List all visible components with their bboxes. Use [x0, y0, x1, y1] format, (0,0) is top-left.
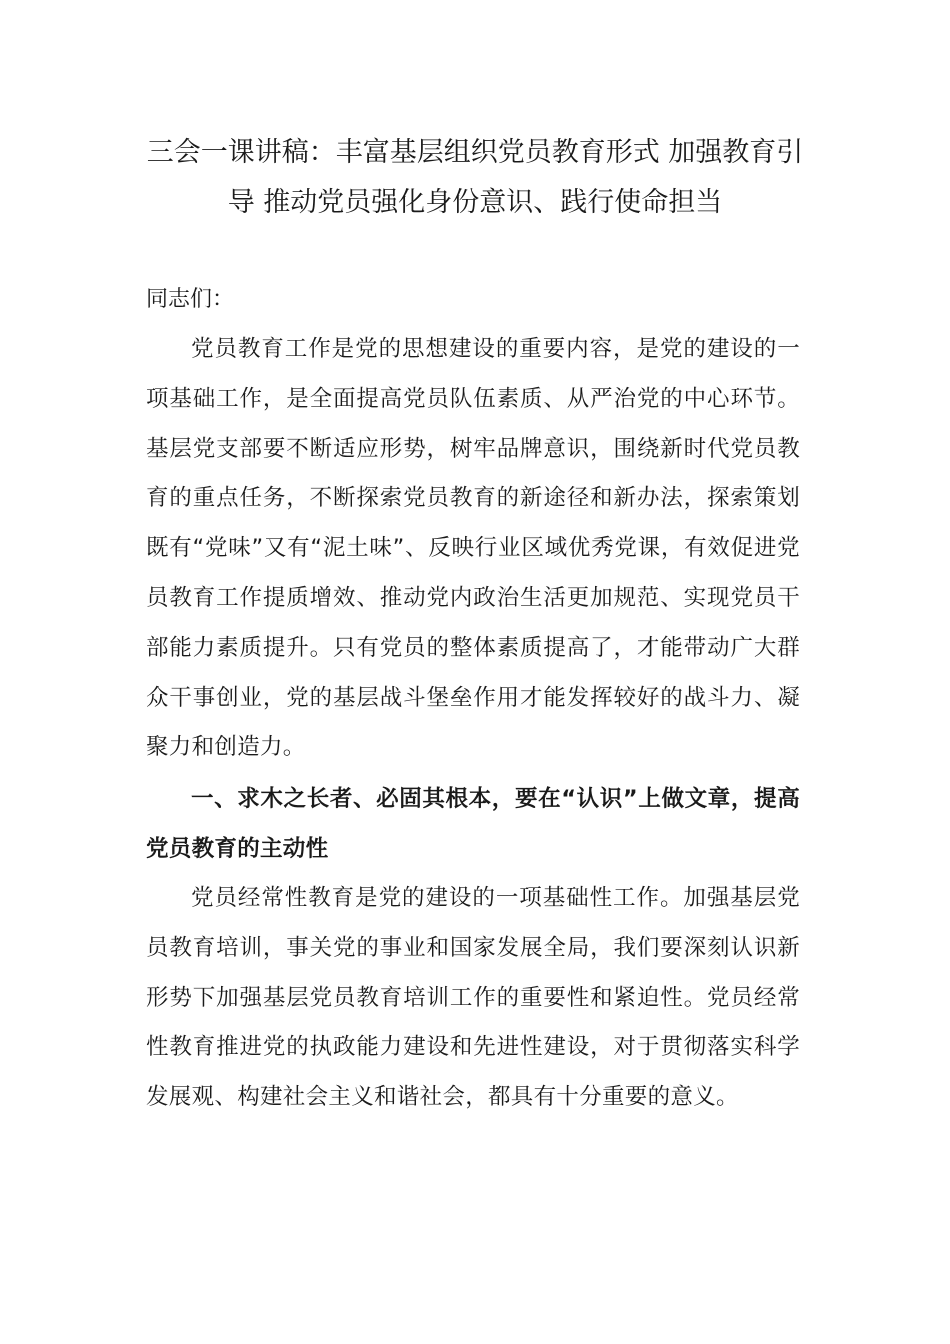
body-paragraph: 党员经常性教育是党的建设的一项基础性工作。加强基层党员教育培训，事关党的事业和国家发展全局，我们要深刻认识新形势下加强基层党员教育培训工作的重要性和紧迫性。党员经常性教育推进党的执政能力建设和先进性建设，对于贯彻落实科学发展观、构建社会主义和谐社会，都具有十分重要的意义。: [146, 885, 800, 1111]
body-paragraph: 党员教育工作是党的思想建设的重要内容，是党的建设的一项基础工作，是全面提高党员队伍素质、从严治党的中心环节。基层党支部要不断适应形势，树牢品牌意识，围绕新时代党员教育的重点任务，不断探索党员教育的新途径和新办法，探索策划既有“党味”又有“泥土味”、反映行业区域优秀党课，有效促进党员教育工作提质增效、推动党内政治生活更加规范、实现党员干部能力素质提升。只有党员的整体素质提高了，才能带动广大群众干事创业，党的基层战斗堡垒作用才能发挥较好的战斗力、凝聚力和创造力。: [146, 336, 800, 761]
document-title: 三会一课讲稿：丰富基层组织党员教育形式 加强教育引导 推动党员强化身份意识、践行使命担当: [146, 137, 804, 218]
section-heading: 一、求木之长者、必固其根本，要在“认识”上做文章，提高党员教育的主动性: [146, 786, 800, 862]
greeting: 同志们：: [146, 287, 235, 312]
